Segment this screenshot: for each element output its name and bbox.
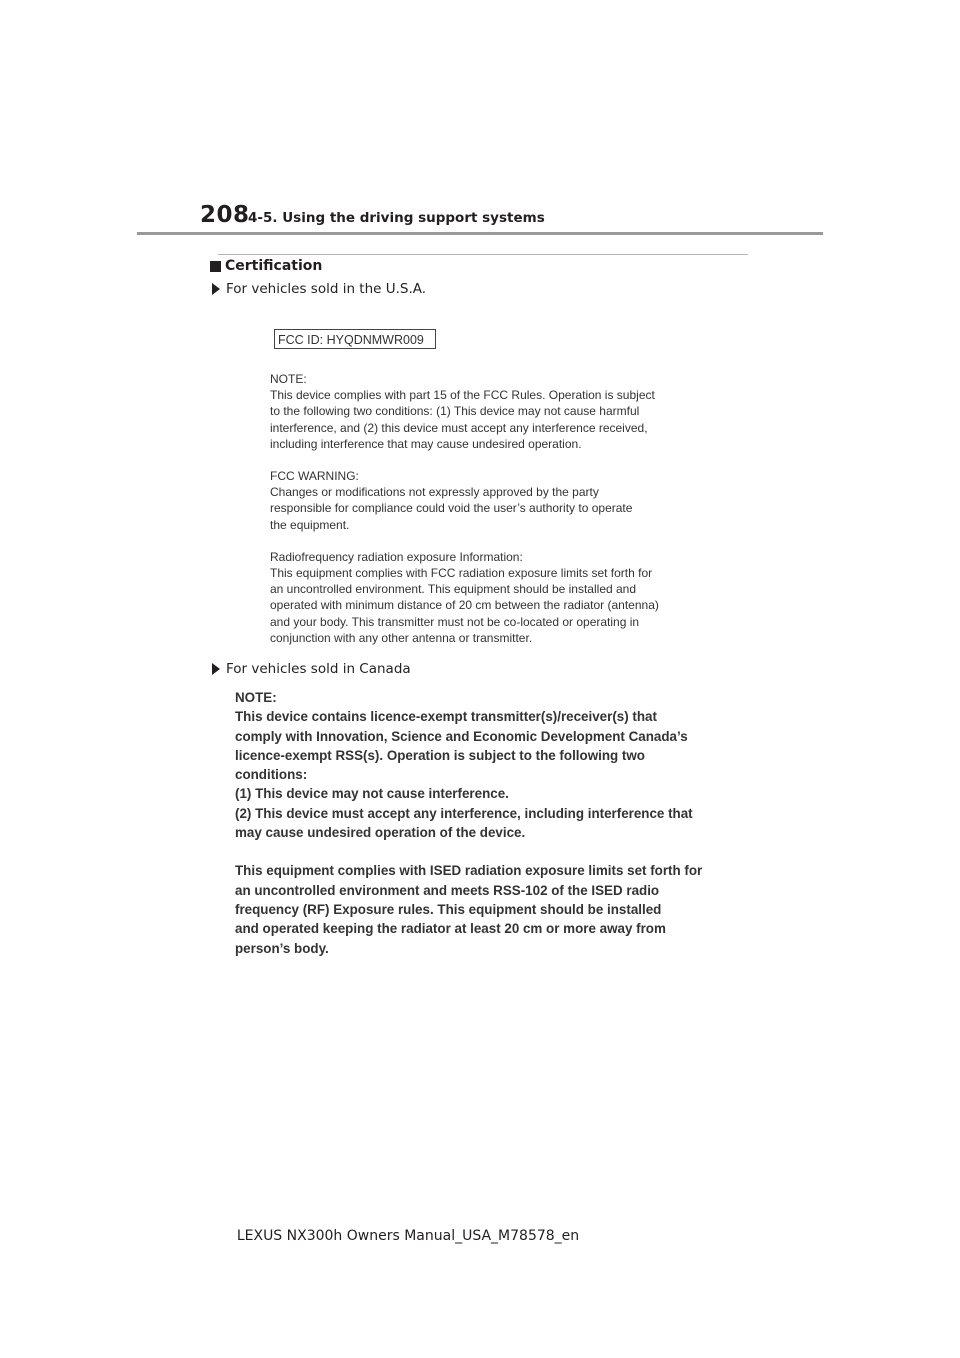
page-number: 208: [200, 202, 250, 228]
canada-bullet: [212, 661, 411, 677]
rf-exposure-info: Radiofrequency radiation exposure Information: This equipment complies with FCC radiation exposure limits set forth for an uncontrolled environment. This equipment should be installed and operated with minimum distance of 20 cm between the radiator (antenna) and your body. This transmitter must not be co-located or operating in conjunction with any other antenna or transmitter.: [270, 549, 659, 645]
usa-bullet-label: For vehicles sold in the U.S.A.: [226, 281, 427, 297]
usa-compliance-text: [270, 371, 720, 662]
footer-text: LEXUS NX300h Owners Manual_USA_M78578_en: [236, 1228, 580, 1244]
canada-bullet-label: For vehicles sold in Canada: [226, 661, 411, 677]
section-title: 4-5. Using the driving support systems: [248, 210, 545, 226]
page-header: [0, 0, 960, 240]
header-divider: [137, 232, 823, 235]
fcc-note: NOTE: This device complies with part 15 of the FCC Rules. Operation is subject to the following two conditions: (1) This device may not cause harmful interference, and (2) this device must accept any interference received, including interference that may cause undesired operation.: [270, 372, 655, 451]
section-divider: [218, 254, 748, 255]
canada-compliance-text: [235, 688, 735, 977]
certification-heading: [210, 258, 322, 274]
triangle-right-icon: [212, 283, 220, 295]
triangle-right-icon: [212, 663, 220, 675]
square-icon: [210, 261, 221, 272]
certification-heading-text: Certification: [225, 258, 323, 274]
fcc-warning: FCC WARNING: Changes or modifications not expressly approved by the party responsible for compliance could void the user’s authority to operate the equipment.: [270, 469, 633, 532]
usa-bullet: [212, 281, 426, 297]
fcc-id-label: FCC ID: HYQDNMWR009: [274, 329, 436, 349]
page-footer: [0, 1228, 960, 1244]
ised-note: NOTE: This device contains licence-exempt transmitter(s)/receiver(s) that comply with Innovation, Science and Economic Development Canada’s licence-exempt RSS(s). Operation is subject to the following two conditions: (1) This device may not cause interference. (2) This device must accept any interference, including interference that may cause undesired operation of the device.: [235, 690, 693, 841]
ised-exposure: This equipment complies with ISED radiation exposure limits set forth for an uncontrolled environment and meets RSS-102 of the ISED radio frequency (RF) Exposure rules. This equipment should be installed and operated keeping the radiator at least 20 cm or more away from person’s body.: [235, 863, 703, 956]
